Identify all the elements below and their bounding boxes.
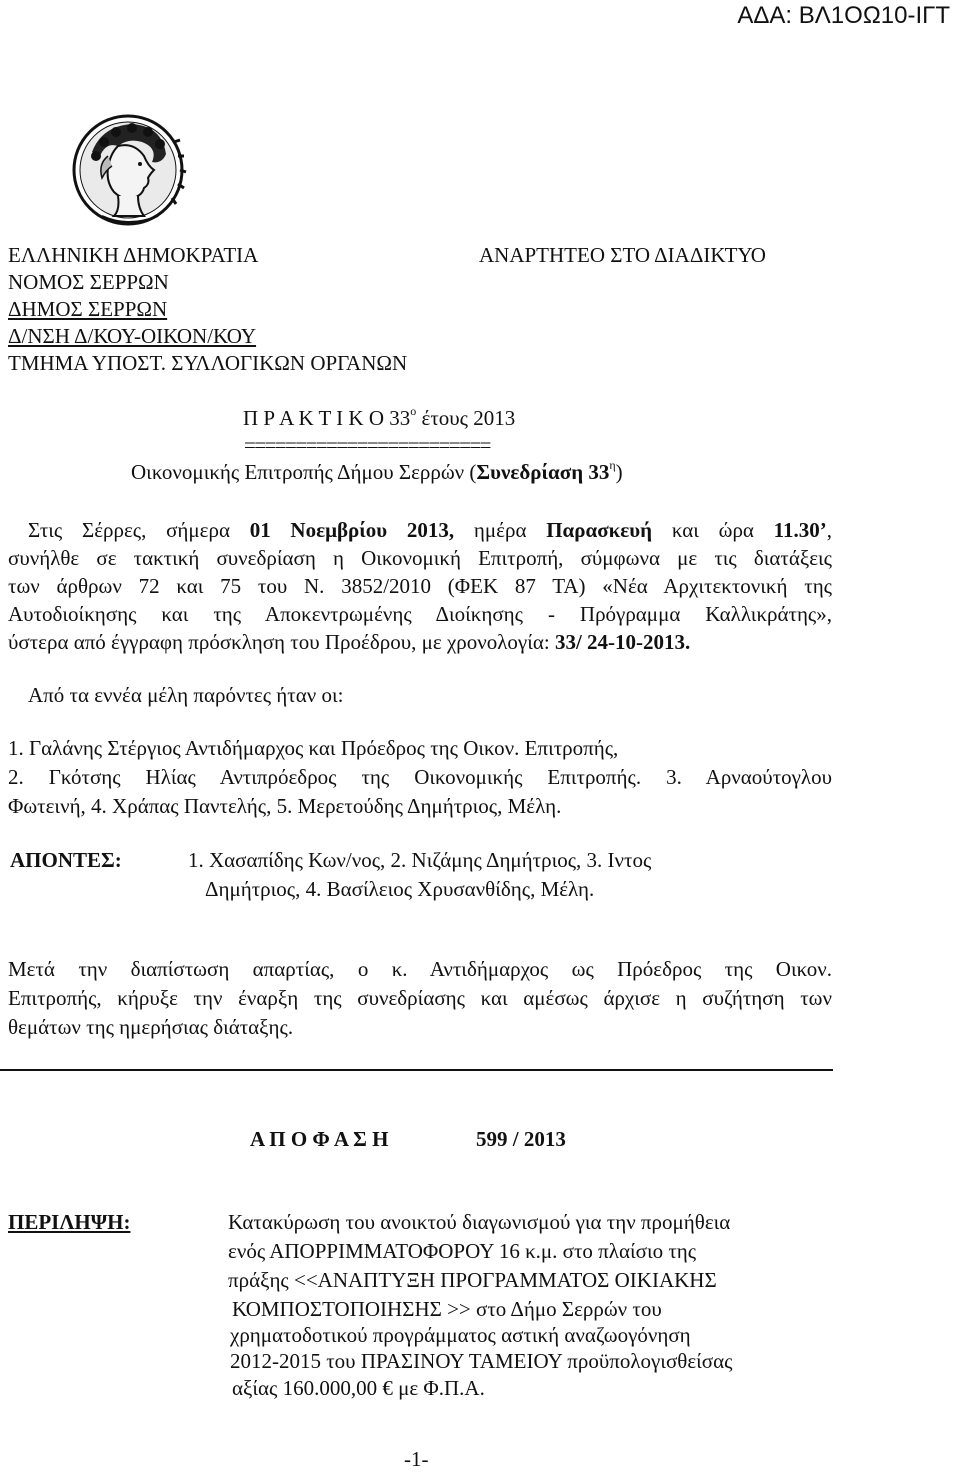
session-line-5: ύστερα από έγγραφη πρόσκληση του Προέδρου, με χρονολογία: 33/ 24-10-2013. (8, 630, 691, 654)
present-line-2: 2. Γκότσης Ηλίας Αντιπρόεδρος της Οικονομικής Επιτροπής. 3. Αρναούτογλου (8, 765, 832, 789)
summary-line-1: Κατακύρωση του ανοικτού διαγωνισμού για την προμήθεια (228, 1210, 731, 1234)
publish-online-label: ΑΝΑΡΤΗΤΕΟ ΣΤΟ ΔΙΑΔΙΚΤΥΟ (479, 243, 766, 267)
minutes-year: έτους 2013 (416, 406, 516, 430)
subtitle-close: ) (615, 460, 623, 484)
header-line-1: ΕΛΛΗΝΙΚΗ ΔΗΜΟΚΡΑΤΙΑ (8, 243, 259, 267)
title-separator: ======================== (244, 433, 490, 457)
committee-name: Οικονομικής Επιτροπής Δήμου Σερρών ( (131, 460, 477, 484)
quorum-line-2: Επιτροπής, κήρυξε την έναρξη της συνεδρίασης και αμέσως άρχισε η συζήτηση των (8, 986, 832, 1010)
session-line-2: συνήλθε σε τακτική συνεδρίαση η Οικονομική Επιτροπή, σύμφωνα με τις διατάξεις (8, 546, 832, 570)
session-sup: η (609, 458, 616, 472)
absent-label: ΑΠΟΝΤΕΣ: (10, 848, 122, 872)
ordinal-sup: ο (410, 404, 417, 418)
minutes-title (243, 406, 515, 431)
summary-line-2: ενός ΑΠΟΡΡΙΜΜΑΤΟΦΟΡΟΥ 16 κ.μ. στο πλαίσιο της (228, 1239, 697, 1263)
summary-label: ΠΕΡΙΛΗΨΗ: (8, 1210, 131, 1234)
quorum-line-1: Μετά την διαπίστωση απαρτίας, ο κ. Αντιδήμαρχος ως Πρόεδρος της Οικον. (8, 957, 832, 981)
session-line-1: Στις Σέρρες, σήμερα 01 Νοεμβρίου 2013, ημέρα Παρασκευή και ώρα 11.30’, (28, 518, 833, 542)
ada-code: ΑΔΑ: ΒΛ1ΟΩ10-ΙΓΤ (737, 2, 950, 29)
summary-line-7: αξίας 160.000,00 € με Φ.Π.Α. (232, 1376, 485, 1400)
decision-label: Α Π Ο Φ Α Σ Η (250, 1127, 389, 1151)
present-intro: Από τα εννέα μέλη παρόντες ήταν οι: (28, 683, 344, 707)
present-line-1: 1. Γαλάνης Στέργιος Αντιδήμαρχος και Πρόεδρος της Οικον. Επιτροπής, (8, 736, 619, 760)
coin-seal-logo (62, 112, 200, 240)
summary-line-6: 2012-2015 του ΠΡΑΣΙΝΟΥ ΤΑΜΕΙΟΥ προϋπολογισθείσας (230, 1349, 733, 1373)
present-line-3: Φωτεινή, 4. Χράπας Παντελής, 5. Μερετούδης Δημήτριος, Μέλη. (8, 794, 562, 818)
section-divider (0, 1069, 833, 1071)
coin-seal-icon (62, 112, 200, 240)
decision-number: 599 / 2013 (476, 1127, 566, 1151)
minutes-title-text: Π Ρ Α Κ Τ Ι Κ Ο 33 (243, 406, 411, 430)
summary-line-4: ΚΟΜΠΟΣΤΟΠΟΙΗΣΗΣ >> στο Δήμο Σερρών του (232, 1297, 662, 1321)
session-line-3: των άρθρων 72 και 75 του Ν. 3852/2010 (ΦΕΚ 87 ΤΑ) «Νέα Αρχιτεκτονική της (8, 574, 832, 598)
committee-subtitle (131, 460, 623, 485)
quorum-line-3: θεμάτων της ημερήσιας διάταξης. (8, 1015, 294, 1039)
absent-line-2: Δημήτριος, 4. Βασίλειος Χρυσανθίδης, Μέλη. (205, 877, 595, 901)
session-paragraph (8, 518, 832, 655)
session-line-4: Αυτοδιοίκησης και της Αποκεντρωμένης Διοίκησης - Πρόγραμμα Καλλικράτης», (8, 602, 832, 626)
header-line-2: ΝΟΜΟΣ ΣΕΡΡΩΝ (8, 270, 169, 294)
session-number: Συνεδρίαση 33 (476, 460, 610, 484)
absent-line-1: 1. Χασαπίδης Κων/νος, 2. Νιζάμης Δημήτριος, 3. Ιντος (188, 848, 652, 872)
header-line-5: ΤΜΗΜΑ ΥΠΟΣΤ. ΣΥΛΛΟΓΙΚΩΝ ΟΡΓΑΝΩΝ (8, 351, 408, 375)
page-number: -1- (404, 1447, 429, 1471)
header-line-4: Δ/ΝΣΗ Δ/ΚΟΥ-ΟΙΚΟΝ/ΚΟΥ (8, 324, 257, 348)
summary-line-3: πράξης <<ΑΝΑΠΤΥΞΗ ΠΡΟΓΡΑΜΜΑΤΟΣ ΟΙΚΙΑΚΗΣ (228, 1268, 717, 1292)
summary-line-5: χρηματοδοτικού προγράμματος αστική αναζωογόνηση (230, 1323, 691, 1347)
header-line-3: ΔΗΜΟΣ ΣΕΡΡΩΝ (8, 297, 168, 321)
